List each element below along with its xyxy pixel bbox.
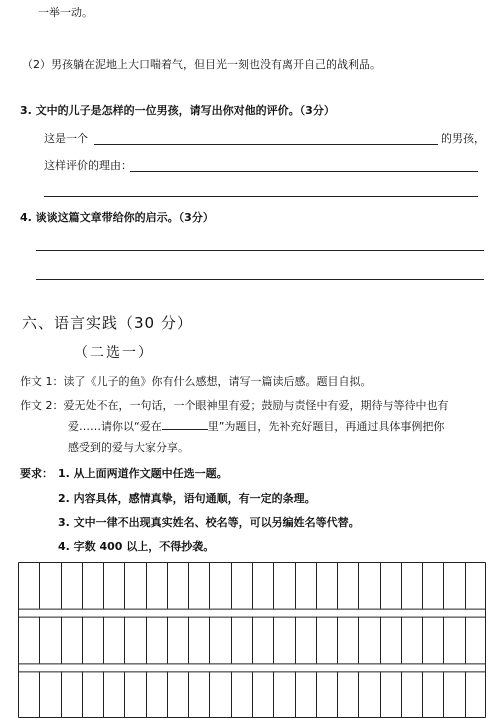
grid-cell[interactable]	[253, 618, 272, 663]
grid-cell[interactable]	[444, 563, 463, 608]
essay-2-prompt-line-3: 感受到的爱与大家分享。	[68, 441, 189, 454]
top-fragment: 一举一动。	[38, 6, 93, 19]
requirement-item: 4. 字数 400 以上，不得抄袭。	[58, 540, 215, 553]
answer-line[interactable]	[94, 144, 438, 145]
answer-line[interactable]	[44, 196, 478, 197]
grid-cell[interactable]	[147, 672, 166, 717]
section-6-choice: （二选一）	[74, 345, 154, 361]
grid-cell[interactable]	[359, 618, 378, 663]
grid-cell[interactable]	[83, 618, 102, 663]
grid-cell[interactable]	[104, 563, 123, 608]
requirement-item: 1. 从上面两道作文题中任选一题。	[58, 467, 228, 480]
grid-cell[interactable]	[210, 672, 229, 717]
grid-cell[interactable]	[40, 672, 59, 717]
grid-cell[interactable]	[62, 672, 81, 717]
question-3-suffix: 的男孩，	[441, 132, 485, 145]
grid-cell[interactable]	[253, 563, 272, 608]
title-blank[interactable]	[162, 419, 208, 430]
grid-cell[interactable]	[402, 563, 421, 608]
grid-cell[interactable]	[83, 672, 102, 717]
grid-cell[interactable]	[189, 672, 208, 717]
grid-cell[interactable]	[317, 563, 336, 608]
grid-cell[interactable]	[104, 672, 123, 717]
grid-cell[interactable]	[338, 618, 357, 663]
grid-cell[interactable]	[210, 618, 229, 663]
grid-cell[interactable]	[232, 618, 251, 663]
grid-cell[interactable]	[232, 672, 251, 717]
grid-cell[interactable]	[423, 563, 442, 608]
grid-cell[interactable]	[423, 672, 442, 717]
grid-cell[interactable]	[125, 672, 144, 717]
question-2-item: （2）男孩躺在泥地上大口喘着气，但目光一刻也没有离开自己的战利品。	[22, 58, 381, 71]
grid-cell[interactable]	[253, 672, 272, 717]
grid-cell[interactable]	[19, 618, 38, 663]
grid-cell[interactable]	[274, 672, 293, 717]
requirement-item: 2. 内容具体，感情真挚，语句通顺，有一定的条理。	[58, 492, 316, 505]
grid-cell[interactable]	[296, 618, 315, 663]
answer-line[interactable]	[36, 250, 484, 251]
grid-cell[interactable]	[296, 563, 315, 608]
grid-cell[interactable]	[381, 563, 400, 608]
essay-2-text-a: 爱……请你以“爱在	[68, 420, 162, 433]
grid-cell[interactable]	[40, 563, 59, 608]
question-3-title: 3. 文中的儿子是怎样的一位男孩，请写出你对他的评价。（3分）	[20, 104, 335, 117]
grid-cell[interactable]	[168, 618, 187, 663]
composition-grid[interactable]	[18, 562, 486, 718]
grid-cell[interactable]	[402, 618, 421, 663]
grid-cell[interactable]	[104, 618, 123, 663]
grid-cell[interactable]	[381, 618, 400, 663]
grid-cell[interactable]	[466, 672, 485, 717]
grid-cell[interactable]	[466, 618, 485, 663]
grid-cell[interactable]	[274, 618, 293, 663]
grid-cell[interactable]	[125, 563, 144, 608]
grid-cell[interactable]	[317, 618, 336, 663]
grid-cell[interactable]	[359, 672, 378, 717]
grid-cell[interactable]	[317, 672, 336, 717]
grid-cell[interactable]	[189, 618, 208, 663]
grid-cell[interactable]	[83, 563, 102, 608]
question-4-title: 4. 谈谈这篇文章带给你的启示。（3分）	[20, 211, 214, 224]
grid-cell[interactable]	[147, 618, 166, 663]
grid-cell[interactable]	[40, 618, 59, 663]
grid-cell[interactable]	[210, 563, 229, 608]
grid-cell[interactable]	[19, 672, 38, 717]
grid-cell[interactable]	[62, 618, 81, 663]
grid-cell[interactable]	[296, 672, 315, 717]
essay-2-prompt-line-1: 作文 2：爱无处不在，一句话，一个眼神里有爱；鼓励与责怪中有爱，期待与等待中也有	[20, 399, 449, 412]
grid-cell[interactable]	[125, 618, 144, 663]
grid-cell[interactable]	[402, 672, 421, 717]
grid-cell[interactable]	[189, 563, 208, 608]
grid-cell[interactable]	[359, 563, 378, 608]
answer-line[interactable]	[36, 279, 484, 280]
grid-cell[interactable]	[444, 618, 463, 663]
answer-line[interactable]	[130, 171, 478, 172]
grid-cell[interactable]	[62, 563, 81, 608]
composition-grid-svg	[18, 562, 486, 718]
grid-cell[interactable]	[338, 563, 357, 608]
essay-2-prompt-line-2	[68, 419, 444, 434]
grid-cell[interactable]	[168, 672, 187, 717]
question-3-prefix: 这是一个	[44, 132, 88, 145]
grid-cell[interactable]	[168, 563, 187, 608]
grid-cell[interactable]	[147, 563, 166, 608]
grid-cell[interactable]	[19, 563, 38, 608]
section-6-title: 六、语言实践（30 分）	[22, 314, 193, 332]
essay-1-prompt: 作文 1：读了《儿子的鱼》你有什么感想，请写一篇读后感。题目自拟。	[20, 375, 372, 388]
requirement-item: 3. 文中一律不出现真实姓名、校名等，可以另编姓名等代替。	[58, 516, 360, 529]
question-3-reason-label: 这样评价的理由：	[44, 159, 132, 172]
grid-cell[interactable]	[274, 563, 293, 608]
grid-cell[interactable]	[423, 618, 442, 663]
grid-cell[interactable]	[232, 563, 251, 608]
grid-cell[interactable]	[381, 672, 400, 717]
requirements-label: 要求：	[20, 467, 53, 480]
grid-cell[interactable]	[444, 672, 463, 717]
grid-cell[interactable]	[466, 563, 485, 608]
grid-cell[interactable]	[338, 672, 357, 717]
essay-2-text-b: 里”为题目，先补充好题目，再通过具体事例把你	[207, 420, 445, 433]
